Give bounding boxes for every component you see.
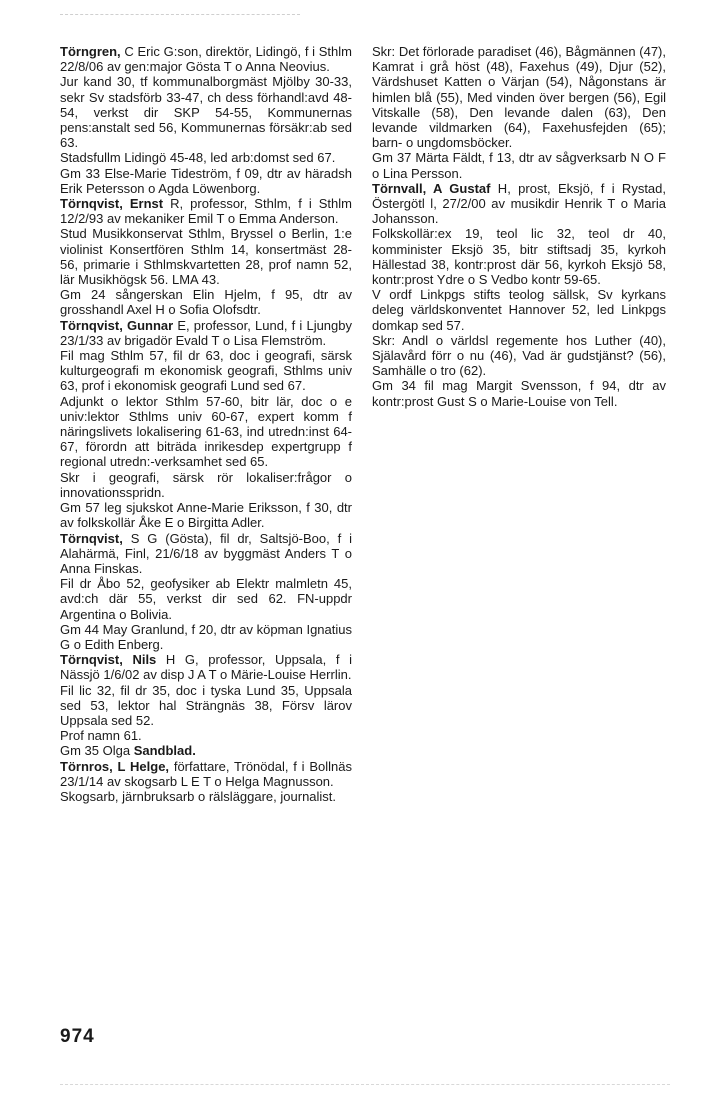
biography-entry-heading (60, 759, 352, 789)
biography-entry-text (60, 683, 352, 729)
page-number: 974 (60, 1026, 95, 1047)
entry-body: Gm 33 Else-Marie Tideström, f 09, dtr av häradsh Erik Petersson o Agda Löwenborg. (60, 165, 352, 196)
biography-entry-text (60, 789, 352, 804)
entry-body: Skr i geografi, särsk rör lokaliser:frågor o innovationsspridn. (60, 469, 352, 500)
entry-body: författare, Trönödal, f i Bollnäs 23/1/14 av skogsarb L E T o Helga Magnusson. (60, 758, 352, 789)
entry-body: Gm 37 Märta Fäldt, f 13, dtr av sågverksarb N O F o Lina Persson. (372, 150, 666, 181)
entry-body: R, professor, Sthlm, f i Sthlm 12/2/93 av mekaniker Emil T o Emma Anderson. (60, 196, 352, 227)
entry-body: Fil lic 32, fil dr 35, doc i tyska Lund 35, Uppsala sed 53, lektor hal Strängnäs 38, Försv lärov Uppsala sed 52. (60, 682, 352, 728)
biography-entry-text (60, 576, 352, 622)
biography-entry-heading (372, 181, 666, 227)
entry-body: S G (Gösta), fil dr, Saltsjö-Boo, f i Alahärmä, Finl, 21/6/18 av byggmäst Anders T o Anna Finskas. (60, 530, 352, 576)
biography-entry-text (60, 470, 352, 500)
biography-entry-heading (60, 196, 352, 226)
entry-surname: Törnqvist, Gunnar (60, 317, 174, 333)
entry-body: Stud Musikkonservat Sthlm, Bryssel o Berlin, 1:e violinist Konsertfören Sthlm 14, konsertmäst 28-56, primarie i Sthlmskvartetten 28, prof namn 52, lär Musikhögsk 56. LMA 43. (60, 226, 352, 288)
biography-entry-heading (60, 318, 352, 348)
right-column (372, 44, 666, 409)
entry-body: H, prost, Eksjö, f i Rystad, Östergötl l, 27/2/00 av musikdir Henrik T o Maria Johansson. (372, 180, 667, 227)
entry-bold-name: Sandblad. (133, 743, 196, 759)
biography-entry-heading (60, 44, 352, 74)
biography-entry-text (372, 287, 666, 333)
biography-entry-text (60, 622, 352, 652)
top-scan-rule (60, 14, 300, 16)
entry-body: Folkskollär:ex 19, teol lic 32, teol dr 40, komminister Eksjö 35, bitr stiftsadj 35, kyrkoh Hällestad 38, kontr:prost där 56, kyrkoh Eksjö 58, kontr:prost Ydre o S Vedbo kontr 59-65. (372, 226, 666, 288)
biography-entry-heading (60, 531, 352, 577)
biography-entry-text (60, 728, 352, 743)
biography-entry-text (372, 150, 666, 180)
biography-entry-text (372, 226, 666, 287)
entry-body: H G, professor, Uppsala, f i Nässjö 1/6/02 av disp J A T o Märie-Louise Herrlin. (60, 652, 352, 683)
entry-surname: Törnros, L Helge, (60, 758, 170, 774)
biography-entry-text (60, 226, 352, 287)
entry-surname: Törnvall, A Gustaf (372, 180, 491, 196)
biography-entry-text (60, 743, 352, 758)
biography-entry-text (60, 287, 352, 317)
biography-entry-text (372, 44, 666, 150)
biography-entry-text (60, 150, 352, 165)
entry-body: Gm 44 May Granlund, f 20, dtr av köpman Ignatius G o Edith Enberg. (60, 621, 352, 652)
entry-surname: Törnqvist, Ernst (60, 196, 164, 212)
biography-entry-text (60, 348, 352, 394)
entry-body: E, professor, Lund, f i Ljungby 23/1/33 av brigadör Evald T o Lisa Flemström. (60, 317, 352, 348)
entry-body: Gm 35 Olga (60, 743, 134, 759)
entry-body: Skr: Det förlorade paradiset (46), Bågmännen (47), Kamrat i grå höst (48), Faxehus (49), Djur (52), Värdshuset Katten o Värjan (54), Någonstans är himlen blå (55), Med vinden över bergen (56), Egil Vitskalle (58), Den levande dalen (63), Den levande vildmarken (64), Faxehusfejden (65); barn- o ungdomsböcker. (372, 44, 666, 151)
entry-body: Gm 24 sångerskan Elin Hjelm, f 95, dtr av grosshandl Axel H o Sofia Olofsdtr. (60, 287, 352, 318)
bottom-scan-rule (60, 1084, 670, 1086)
entry-body: Fil mag Sthlm 57, fil dr 63, doc i geografi, särsk kulturgeografi m ekonomisk geografi, Sthlms univ 63, prof i ekonomisk geografi Lund sed 67. (60, 348, 352, 394)
entry-body: C Eric G:son, direktör, Lidingö, f i Sthlm 22/8/06 av gen:major Gösta T o Anna Neovius. (60, 44, 352, 75)
entry-body: Jur kand 30, tf kommunalborgmäst Mjölby 30-33, sekr Sv stadsförb 33-47, ch dess förhandl:avd 48-54, verkst dir SKP 54-55, Kommunernas pens:anstalt sed 56, Kommunernas försäkr:ab sed 63. (60, 74, 352, 151)
entry-body: Stadsfullm Lidingö 45-48, led arb:domst sed 67. (60, 150, 336, 166)
entry-surname: Törngren, (60, 44, 121, 59)
entry-body: Gm 34 fil mag Margit Svensson, f 94, dtr av kontr:prost Gust S o Marie-Louise von Tell. (372, 378, 666, 409)
entry-body: Adjunkt o lektor Sthlm 57-60, bitr lär, doc o e univ:lektor Sthlms univ 60-67, expert komm f näringslivets lokalisering 61-63, ind utredn:inst 64-67, förordn att biträda inrikesdep expertgrupp f regional utredn:-verksamhet sed 65. (60, 393, 352, 470)
entry-body: Skogsarb, järnbruksarb o rälsläggare, journalist. (60, 788, 337, 804)
entry-surname: Törnqvist, (60, 530, 123, 546)
biography-entry-text (60, 394, 352, 470)
biography-entry-text (60, 74, 352, 150)
biography-entry-text (372, 333, 666, 379)
left-column (60, 44, 352, 804)
entry-body: V ordf Linkpgs stifts teolog sällsk, Sv kyrkans deleg världskonventet Hannover 52, led Linkpgs domkap sed 57. (372, 287, 666, 333)
entry-body: Skr: Andl o världsl regemente hos Luther (40), Själavård förr o nu (46), Vad är gudstjänst? (56), Samhälle o tro (62). (372, 332, 666, 379)
biography-entry-text (60, 166, 352, 196)
entry-surname: Törnqvist, Nils (60, 652, 157, 668)
entry-body: Fil dr Åbo 52, geofysiker ab Elektr malmletn 45, avd:ch där 55, verkst dir sed 62. FN-uppdr Argentina o Bolivia. (60, 576, 352, 622)
entry-body: Prof namn 61. (60, 728, 142, 744)
entry-body: Gm 57 leg sjukskot Anne-Marie Eriksson, f 30, dtr av folkskollär Åke E o Birgitta Adler. (60, 500, 352, 531)
biography-entry-heading (60, 652, 352, 682)
biography-entry-text (60, 500, 352, 530)
biography-entry-text (372, 378, 666, 408)
